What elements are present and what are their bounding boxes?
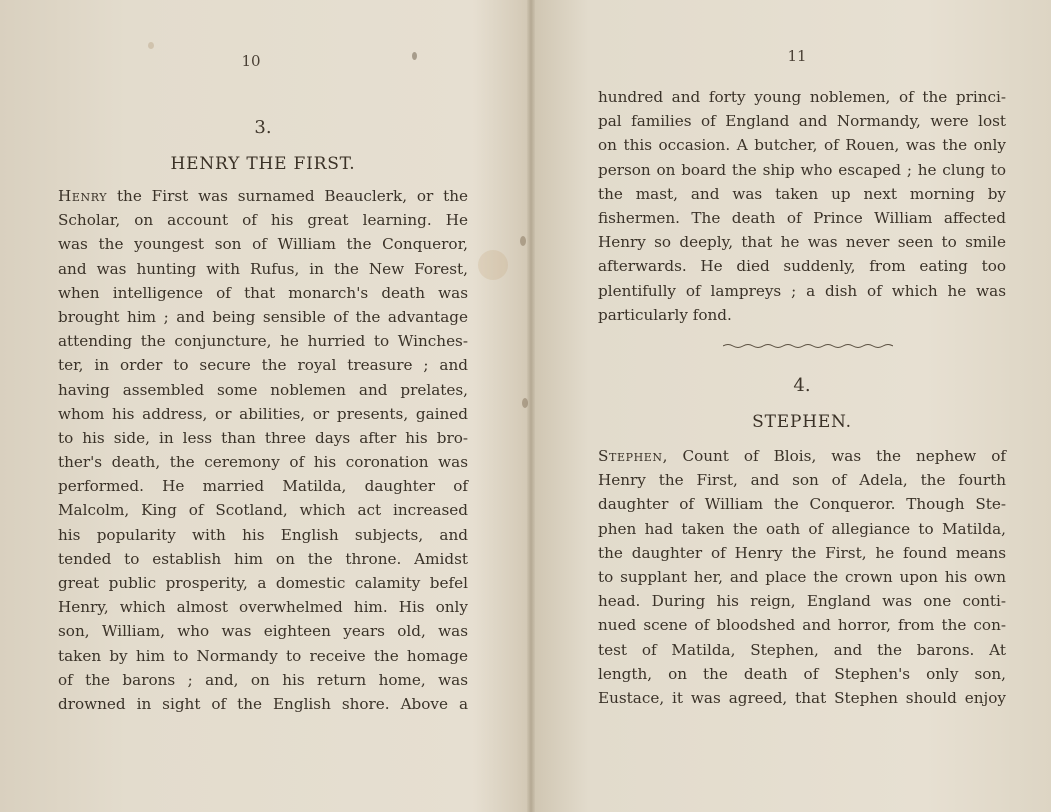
- text-line: Stephen, Count of Blois, was the nephew of: [598, 447, 1006, 465]
- text-line: Malcolm, King of Scotland, which act increased: [58, 501, 468, 520]
- text-line: nued scene of bloodshed and horror, from the con-: [598, 616, 1006, 635]
- ornamental-rule: [723, 342, 893, 350]
- text-line: the daughter of Henry the First, he found means: [598, 543, 1006, 562]
- text-line: to his side, in less than three days after his bro-: [58, 428, 468, 447]
- chapter-number: 4.: [793, 375, 811, 396]
- text-line: pal families of England and Normandy, were lost: [598, 112, 1006, 131]
- book-gutter: [527, 0, 535, 812]
- continued-text: [598, 85, 1006, 327]
- chapter-text: [58, 184, 468, 716]
- text-line: afterwards. He died suddenly, from eating too: [598, 257, 1006, 276]
- foxing-spot: [522, 398, 528, 408]
- text-line: son, William, who was eighteen years old, was: [58, 622, 468, 641]
- chapter-text: [598, 444, 1006, 710]
- text-line: Henry, which almost overwhelmed him. His only: [58, 598, 468, 617]
- page-number: 10: [241, 52, 261, 70]
- text-line: Henry the First, and son of Adela, the fourth: [598, 471, 1006, 490]
- text-line: when intelligence of that monarch's death was: [58, 283, 468, 302]
- text-line: whom his address, or abilities, or presents, gained: [58, 404, 468, 423]
- text-line: his popularity with his English subjects, and: [58, 525, 468, 544]
- text-line: was the youngest son of William the Conqueror,: [58, 235, 468, 254]
- opening-word: Henry: [58, 187, 108, 205]
- text-line: Henry so deeply, that he was never seen to smile: [598, 233, 1006, 252]
- chapter-title: HENRY THE FIRST.: [170, 154, 356, 174]
- text-line: ther's death, the ceremony of his coronation was: [58, 453, 468, 472]
- text-line: tended to establish him on the throne. Amidst: [58, 549, 468, 568]
- text-line: Henry the First was surnamed Beauclerk, or the: [58, 187, 468, 205]
- text-line: taken by him to Normandy to receive the homage: [58, 646, 468, 665]
- text-line: brought him ; and being sensible of the advantage: [58, 307, 468, 326]
- text-line: having assembled some noblemen and prelates,: [58, 380, 468, 399]
- text-line: to supplant her, and place the crown upon his own: [598, 567, 1006, 586]
- text-line: Scholar, on account of his great learning. He: [58, 211, 468, 230]
- text-line: hundred and forty young noblemen, of the princi-: [598, 88, 1006, 106]
- text-line: head. During his reign, England was one conti-: [598, 592, 1006, 611]
- foxing-spot: [478, 250, 508, 280]
- text-line: the mast, and was taken up next morning by: [598, 184, 1006, 203]
- text-line: and was hunting with Rufus, in the New Forest,: [58, 259, 468, 278]
- text-line: plentifully of lampreys ; a dish of which he was: [598, 281, 1006, 300]
- left-page: [58, 0, 468, 812]
- text-line: performed. He married Matilda, daughter of: [58, 477, 468, 496]
- text-line: great public prosperity, a domestic calamity befel: [58, 574, 468, 592]
- text-line: length, on the death of Stephen's only son,: [598, 664, 1006, 683]
- text-line: attending the conjuncture, he hurried to Winches-: [58, 332, 468, 351]
- opening-word: Stephen: [598, 447, 663, 465]
- text-line: fishermen. The death of Prince William affected: [598, 208, 1006, 227]
- text-line: daughter of William the Conqueror. Though Ste-: [598, 495, 1006, 514]
- text-line: particularly fond.: [598, 305, 732, 324]
- text-line: person on board the ship who escaped ; he clung to: [598, 160, 1006, 179]
- text-line: test of Matilda, Stephen, and the barons. At: [598, 640, 1006, 659]
- text-line: Eustace, it was agreed, that Stephen should enjoy: [598, 688, 1006, 707]
- text-line: on this occasion. A butcher, of Rouen, was the only: [598, 136, 1006, 155]
- text-line: ter, in order to secure the royal treasure ; and: [58, 356, 468, 375]
- page-number: 11: [787, 47, 807, 65]
- text-line: phen had taken the oath of allegiance to Matilda,: [598, 519, 1006, 538]
- right-page: [598, 0, 1006, 812]
- chapter-title: STEPHEN.: [752, 412, 852, 432]
- foxing-spot: [520, 236, 526, 246]
- text-line: drowned in sight of the English shore. Above a: [58, 694, 468, 713]
- chapter-number: 3.: [254, 117, 272, 138]
- text-line: of the barons ; and, on his return home, was: [58, 670, 468, 689]
